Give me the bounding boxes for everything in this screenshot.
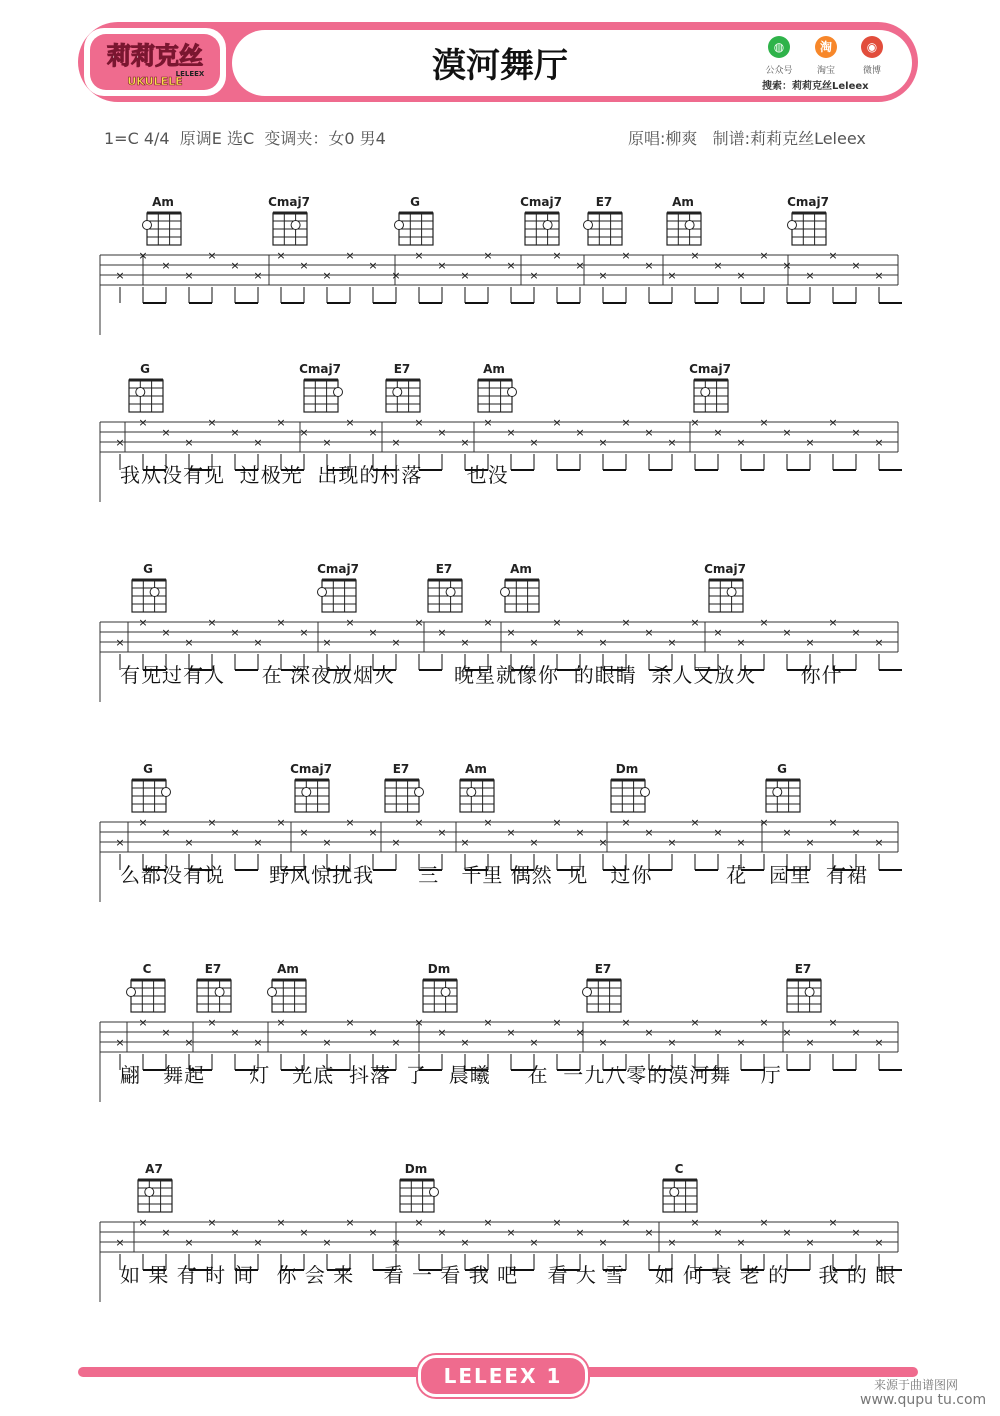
svg-text:×: × <box>115 1036 125 1049</box>
svg-text:×: × <box>621 1016 631 1029</box>
footer-badge: LELEEX 1 <box>418 1355 588 1397</box>
svg-text:×: × <box>460 1036 470 1049</box>
chord-name: Am <box>672 195 694 209</box>
chord-diagram <box>790 211 830 247</box>
svg-text:×: × <box>621 249 631 262</box>
svg-text:×: × <box>529 636 539 649</box>
svg-text:×: × <box>483 416 493 429</box>
wechat-label: 公众号 <box>765 66 793 76</box>
svg-text:×: × <box>828 416 838 429</box>
svg-text:×: × <box>115 436 125 449</box>
svg-text:×: × <box>828 249 838 262</box>
svg-text:×: × <box>805 269 815 282</box>
svg-text:×: × <box>736 836 746 849</box>
chord-name: Cmaj7 <box>268 195 310 209</box>
svg-text:×: × <box>207 416 217 429</box>
chord-name: E7 <box>204 962 222 976</box>
svg-text:×: × <box>529 269 539 282</box>
svg-text:×: × <box>276 416 286 429</box>
svg-text:×: × <box>713 826 723 839</box>
chord-diagram <box>661 1178 701 1214</box>
svg-text:×: × <box>667 269 677 282</box>
chord-name: G <box>140 362 150 376</box>
chord-name: Am <box>277 962 299 976</box>
svg-text:×: × <box>506 1026 516 1039</box>
chord-diagram <box>785 978 825 1014</box>
watermark-line2: www.qupu tu.com <box>860 1392 987 1408</box>
svg-text:×: × <box>138 249 148 262</box>
svg-text:×: × <box>161 826 171 839</box>
svg-text:×: × <box>736 269 746 282</box>
svg-text:×: × <box>276 816 286 829</box>
svg-text:×: × <box>782 426 792 439</box>
svg-text:×: × <box>851 1026 861 1039</box>
wechat-icon[interactable]: ◍ <box>768 36 790 58</box>
svg-text:×: × <box>414 1216 424 1229</box>
chord-name: Am <box>152 195 174 209</box>
svg-text:×: × <box>253 636 263 649</box>
svg-text:×: × <box>368 1026 378 1039</box>
weibo-label: 微博 <box>862 66 881 76</box>
svg-text:×: × <box>759 249 769 262</box>
svg-text:×: × <box>552 616 562 629</box>
chord-diagram <box>136 1178 176 1214</box>
svg-text:×: × <box>736 436 746 449</box>
svg-text:×: × <box>391 1236 401 1249</box>
svg-text:×: × <box>368 626 378 639</box>
svg-text:×: × <box>828 1216 838 1229</box>
svg-text:×: × <box>414 1016 424 1029</box>
svg-text:×: × <box>874 436 884 449</box>
svg-text:×: × <box>437 426 447 439</box>
chord-name: Am <box>465 762 487 776</box>
svg-text:×: × <box>460 269 470 282</box>
chord-diagram <box>130 778 170 814</box>
svg-text:×: × <box>713 426 723 439</box>
svg-text:×: × <box>138 616 148 629</box>
svg-text:×: × <box>621 816 631 829</box>
svg-text:×: × <box>437 1026 447 1039</box>
svg-text:×: × <box>598 836 608 849</box>
svg-text:×: × <box>322 1236 332 1249</box>
svg-text:×: × <box>276 1016 286 1029</box>
svg-text:×: × <box>276 249 286 262</box>
svg-text:×: × <box>828 816 838 829</box>
svg-text:×: × <box>667 1036 677 1049</box>
svg-text:×: × <box>276 1216 286 1229</box>
chord-name: C <box>674 1162 684 1176</box>
svg-text:×: × <box>713 1226 723 1239</box>
svg-text:×: × <box>460 436 470 449</box>
svg-text:×: × <box>644 259 654 272</box>
svg-text:×: × <box>230 259 240 272</box>
chord-name: G <box>777 762 787 776</box>
chord-diagram <box>127 378 167 414</box>
chord-name: Am <box>510 562 532 576</box>
svg-text:×: × <box>253 1036 263 1049</box>
svg-text:×: × <box>598 1236 608 1249</box>
svg-text:×: × <box>391 1036 401 1049</box>
svg-text:×: × <box>483 816 493 829</box>
svg-text:×: × <box>345 249 355 262</box>
svg-text:×: × <box>299 1226 309 1239</box>
svg-text:×: × <box>690 1016 700 1029</box>
weibo-icon[interactable]: ◉ <box>861 36 883 58</box>
tab-staff <box>0 249 1000 335</box>
svg-text:×: × <box>161 626 171 639</box>
svg-text:×: × <box>368 826 378 839</box>
svg-text:×: × <box>391 636 401 649</box>
svg-text:×: × <box>391 436 401 449</box>
svg-text:×: × <box>782 1026 792 1039</box>
svg-text:×: × <box>644 1026 654 1039</box>
chord-name: Dm <box>404 1162 428 1176</box>
svg-text:×: × <box>782 1226 792 1239</box>
svg-text:×: × <box>184 636 194 649</box>
svg-text:×: × <box>483 1216 493 1229</box>
chord-diagram <box>320 578 360 614</box>
svg-text:×: × <box>805 436 815 449</box>
svg-text:×: × <box>805 1036 815 1049</box>
svg-text:×: × <box>460 1236 470 1249</box>
svg-text:×: × <box>575 826 585 839</box>
svg-text:×: × <box>874 1236 884 1249</box>
svg-text:×: × <box>552 416 562 429</box>
svg-text:×: × <box>368 1226 378 1239</box>
chord-diagram <box>476 378 516 414</box>
svg-text:×: × <box>805 1236 815 1249</box>
svg-text:×: × <box>253 1236 263 1249</box>
svg-text:×: × <box>437 626 447 639</box>
svg-text:×: × <box>345 1016 355 1029</box>
chord-diagram <box>397 211 437 247</box>
chord-name: E7 <box>594 962 612 976</box>
svg-text:×: × <box>437 826 447 839</box>
svg-text:×: × <box>874 1036 884 1049</box>
svg-text:×: × <box>621 616 631 629</box>
svg-text:×: × <box>552 249 562 262</box>
svg-text:×: × <box>575 1026 585 1039</box>
credits <box>628 126 866 149</box>
svg-text:×: × <box>414 416 424 429</box>
svg-text:×: × <box>184 836 194 849</box>
chord-name: G <box>143 562 153 576</box>
chord-name: G <box>143 762 153 776</box>
chord-diagram <box>426 578 466 614</box>
chord-diagram <box>302 378 342 414</box>
svg-text:×: × <box>345 416 355 429</box>
svg-text:×: × <box>506 259 516 272</box>
svg-text:×: × <box>345 816 355 829</box>
svg-text:×: × <box>782 626 792 639</box>
svg-text:×: × <box>552 1216 562 1229</box>
chord-diagram <box>130 578 170 614</box>
svg-text:×: × <box>115 1236 125 1249</box>
svg-text:×: × <box>161 1026 171 1039</box>
svg-text:×: × <box>851 259 861 272</box>
chord-name: E7 <box>392 762 410 776</box>
svg-text:×: × <box>828 616 838 629</box>
chord-diagram <box>398 1178 438 1214</box>
chord-name: Cmaj7 <box>689 362 731 376</box>
svg-text:×: × <box>230 1226 240 1239</box>
svg-text:×: × <box>161 259 171 272</box>
chord-name: Cmaj7 <box>520 195 562 209</box>
svg-text:×: × <box>253 836 263 849</box>
chord-name: E7 <box>595 195 613 209</box>
svg-text:×: × <box>253 436 263 449</box>
svg-text:×: × <box>851 426 861 439</box>
svg-text:×: × <box>690 1216 700 1229</box>
svg-text:×: × <box>667 1236 677 1249</box>
lyrics-line: 有见过有人 在 深夜放烟火 晚星就像你 的眼睛 杀人又放火 你什 <box>120 663 843 687</box>
svg-text:×: × <box>529 436 539 449</box>
svg-text:×: × <box>598 636 608 649</box>
lyrics-line: 我从没有见 过极光 出现的村落 也没 <box>120 463 509 487</box>
svg-text:×: × <box>345 616 355 629</box>
chord-name: E7 <box>435 562 453 576</box>
svg-text:×: × <box>184 436 194 449</box>
chord-name: A7 <box>145 1162 163 1176</box>
chord-diagram <box>586 211 626 247</box>
svg-text:×: × <box>115 269 125 282</box>
chord-name: C <box>142 962 152 976</box>
svg-text:×: × <box>575 1226 585 1239</box>
svg-text:×: × <box>483 249 493 262</box>
chord-diagram <box>609 778 649 814</box>
taobao-icon[interactable]: 淘 <box>815 36 837 58</box>
arranger: 制谱:莉莉克丝Leleex <box>712 129 866 148</box>
svg-text:×: × <box>161 1226 171 1239</box>
svg-text:×: × <box>782 826 792 839</box>
svg-text:×: × <box>667 436 677 449</box>
svg-text:×: × <box>391 269 401 282</box>
svg-text:×: × <box>736 1236 746 1249</box>
svg-text:×: × <box>230 826 240 839</box>
page-title: 漠河舞厅 <box>432 46 568 86</box>
svg-text:×: × <box>713 1026 723 1039</box>
svg-text:×: × <box>552 816 562 829</box>
svg-text:×: × <box>184 1236 194 1249</box>
svg-text:×: × <box>414 816 424 829</box>
svg-text:×: × <box>644 426 654 439</box>
capo-info: 变调夹：女0 男4 <box>264 129 386 148</box>
svg-text:×: × <box>506 626 516 639</box>
svg-text:×: × <box>598 1036 608 1049</box>
svg-text:×: × <box>460 836 470 849</box>
watermark-line1: 来源于曲谱图网 <box>874 1378 959 1392</box>
svg-text:×: × <box>782 259 792 272</box>
svg-text:×: × <box>851 826 861 839</box>
svg-text:×: × <box>805 836 815 849</box>
logo-text: 莉莉克丝 <box>107 42 203 70</box>
lyrics-line: 如 果 有 时 间 你 会 来 看 一 看 我 吧 看 大 雪 如 何 衰 老 的 我 的 眼 <box>120 1263 897 1287</box>
svg-text:×: × <box>690 249 700 262</box>
svg-text:×: × <box>874 836 884 849</box>
svg-text:×: × <box>483 616 493 629</box>
svg-text:×: × <box>414 616 424 629</box>
chord-name: E7 <box>393 362 411 376</box>
svg-text:×: × <box>529 836 539 849</box>
chord-name: Am <box>483 362 505 376</box>
search-text: 搜索：莉莉克丝Leleex <box>762 81 869 92</box>
svg-text:×: × <box>713 259 723 272</box>
svg-text:×: × <box>759 816 769 829</box>
svg-text:×: × <box>690 816 700 829</box>
svg-text:×: × <box>483 1016 493 1029</box>
svg-text:×: × <box>736 1036 746 1049</box>
logo-sub2: UKULELE <box>127 75 183 88</box>
svg-text:×: × <box>322 836 332 849</box>
svg-text:×: × <box>138 416 148 429</box>
chord-name: G <box>410 195 420 209</box>
chord-name: E7 <box>794 962 812 976</box>
svg-text:×: × <box>529 1236 539 1249</box>
chord-name: Cmaj7 <box>290 762 332 776</box>
singer: 原唱:柳爽 <box>628 129 698 148</box>
chord-diagram <box>145 211 185 247</box>
svg-text:×: × <box>690 616 700 629</box>
svg-text:×: × <box>368 426 378 439</box>
svg-text:×: × <box>506 426 516 439</box>
taobao-label: 淘宝 <box>816 66 835 76</box>
svg-text:×: × <box>207 616 217 629</box>
svg-text:×: × <box>851 1226 861 1239</box>
svg-text:×: × <box>851 626 861 639</box>
svg-text:×: × <box>230 426 240 439</box>
svg-text:×: × <box>115 636 125 649</box>
svg-text:×: × <box>759 1216 769 1229</box>
chord-diagram <box>665 211 705 247</box>
chord-diagram <box>384 378 424 414</box>
svg-text:×: × <box>575 626 585 639</box>
svg-text:×: × <box>115 836 125 849</box>
chord-diagram <box>195 978 235 1014</box>
chord-diagram <box>503 578 543 614</box>
svg-text:×: × <box>207 816 217 829</box>
svg-text:×: × <box>322 636 332 649</box>
svg-text:×: × <box>207 249 217 262</box>
svg-text:×: × <box>828 1016 838 1029</box>
svg-text:×: × <box>138 1016 148 1029</box>
svg-text:×: × <box>299 626 309 639</box>
svg-text:×: × <box>644 826 654 839</box>
svg-text:×: × <box>575 259 585 272</box>
svg-text:×: × <box>598 436 608 449</box>
svg-text:×: × <box>529 1036 539 1049</box>
chord-name: Cmaj7 <box>704 562 746 576</box>
chord-diagram <box>764 778 804 814</box>
svg-text:×: × <box>621 1216 631 1229</box>
svg-text:×: × <box>230 626 240 639</box>
svg-text:×: × <box>299 426 309 439</box>
lyrics-line: 翩 舞起 灯 光底 抖落 了 晨曦 在 一九八零的漠河舞 厅 <box>120 1063 782 1087</box>
key-signature: 1=C 4/4 原调E 选C 变调夹：女0 男4 <box>104 129 386 148</box>
svg-text:×: × <box>644 626 654 639</box>
chord-diagram <box>458 778 498 814</box>
lyrics-line: 么都没有说 野风惊扰我 三 千里 偶然 见 过你 花 园里 有裙 <box>120 863 868 887</box>
chord-diagram <box>421 978 461 1014</box>
svg-text:×: × <box>713 626 723 639</box>
svg-text:×: × <box>460 636 470 649</box>
svg-text:×: × <box>437 1226 447 1239</box>
svg-text:×: × <box>391 836 401 849</box>
svg-text:×: × <box>184 269 194 282</box>
chord-diagram <box>271 211 311 247</box>
svg-text:×: × <box>874 636 884 649</box>
svg-text:×: × <box>138 1216 148 1229</box>
svg-text:×: × <box>138 816 148 829</box>
svg-text:×: × <box>322 1036 332 1049</box>
svg-text:×: × <box>299 259 309 272</box>
svg-text:×: × <box>207 1016 217 1029</box>
chord-name: Dm <box>427 962 451 976</box>
svg-text:×: × <box>667 636 677 649</box>
chord-diagram <box>523 211 563 247</box>
svg-text:×: × <box>230 1026 240 1039</box>
svg-text:×: × <box>345 1216 355 1229</box>
logo-sub1: LELEEX <box>175 70 205 78</box>
svg-text:×: × <box>667 836 677 849</box>
original-key: 原调E 选C <box>179 129 255 148</box>
svg-text:×: × <box>759 416 769 429</box>
chord-name: Cmaj7 <box>317 562 359 576</box>
svg-text:×: × <box>253 269 263 282</box>
svg-text:×: × <box>621 416 631 429</box>
svg-text:×: × <box>575 426 585 439</box>
chord-diagram <box>293 778 333 814</box>
svg-text:×: × <box>736 636 746 649</box>
svg-text:×: × <box>552 1016 562 1029</box>
svg-text:×: × <box>322 436 332 449</box>
svg-text:×: × <box>644 1226 654 1239</box>
svg-text:×: × <box>805 636 815 649</box>
svg-text:×: × <box>184 1036 194 1049</box>
svg-text:×: × <box>437 259 447 272</box>
svg-text:×: × <box>276 616 286 629</box>
chord-diagram <box>129 978 169 1014</box>
svg-text:×: × <box>598 269 608 282</box>
svg-text:×: × <box>759 616 769 629</box>
chord-name: Cmaj7 <box>299 362 341 376</box>
chord-diagram <box>692 378 732 414</box>
chord-diagram <box>707 578 747 614</box>
chord-name: Cmaj7 <box>787 195 829 209</box>
svg-text:×: × <box>874 269 884 282</box>
svg-text:×: × <box>207 1216 217 1229</box>
svg-text:×: × <box>161 426 171 439</box>
svg-text:×: × <box>299 826 309 839</box>
svg-text:×: × <box>506 1226 516 1239</box>
chord-diagram <box>383 778 423 814</box>
svg-text:×: × <box>690 416 700 429</box>
chord-diagram <box>585 978 625 1014</box>
svg-text:×: × <box>414 249 424 262</box>
svg-text:×: × <box>322 269 332 282</box>
chord-name: Dm <box>615 762 639 776</box>
svg-text:×: × <box>368 259 378 272</box>
svg-text:×: × <box>759 1016 769 1029</box>
chord-diagram <box>270 978 310 1014</box>
svg-text:×: × <box>506 826 516 839</box>
svg-text:×: × <box>299 1026 309 1039</box>
